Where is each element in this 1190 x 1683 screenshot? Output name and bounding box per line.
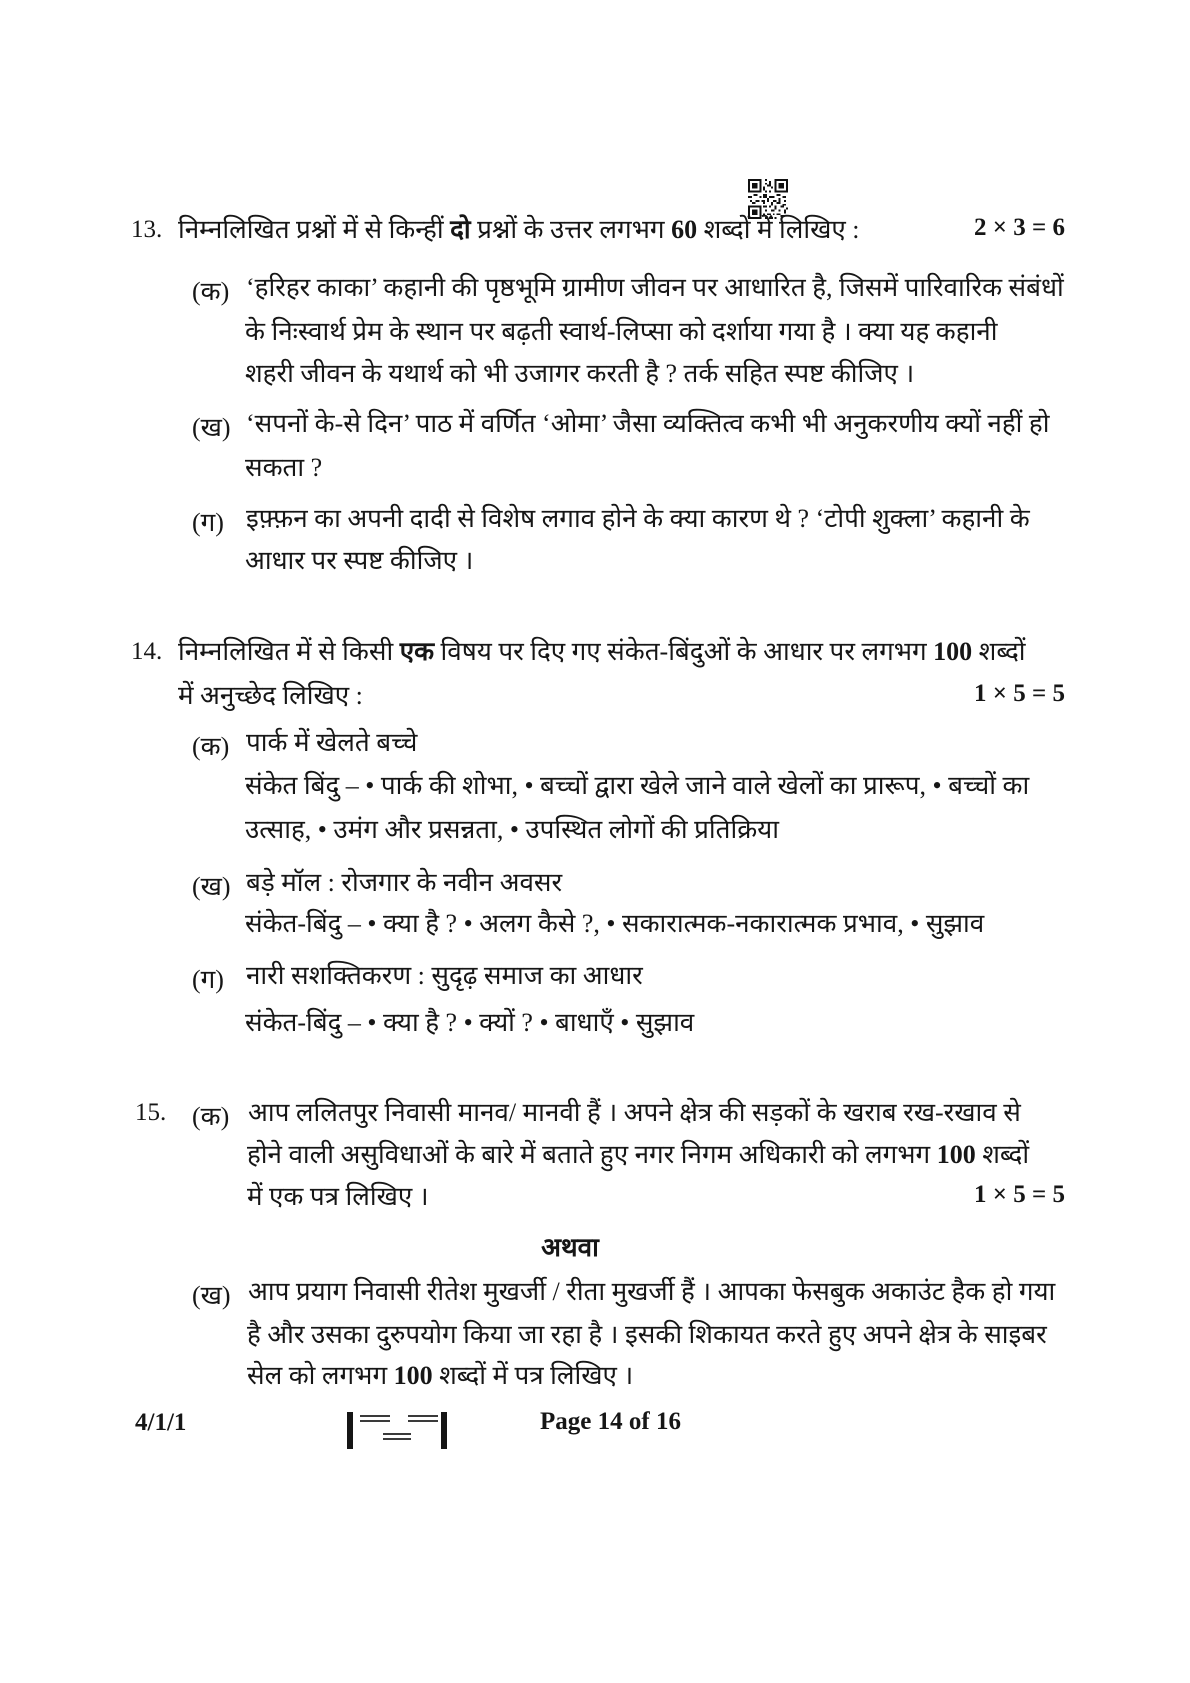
q15-sub-b-label: (ख) [192,1281,231,1310]
q14-marks: 1 × 5 = 5 [974,680,1065,707]
fold-mark-line [383,1433,411,1440]
q13-sub-a-line-1: ‘हरिहर काका’ कहानी की पृष्ठभूमि ग्रामीण जीवन पर आधारित है, जिसमें पारिवारिक संबंधों [246,273,1064,302]
q13-sub-c-line-1: इफ़्फ़न का अपनी दादी से विशेष लगाव होने के क्या कारण थे ? ‘टोपी शुक्ला’ कहानी के [246,504,1030,533]
fold-registration-mark [347,1412,447,1449]
q15-sub-b-line-1: आप प्रयाग निवासी रीतेश मुखर्जी / रीता मुखर्जी हैं । आपका फेसबुक अकाउंट हैक हो गया [248,1277,1056,1306]
fold-mark-line [360,1415,390,1422]
fold-mark-left-bar [347,1412,353,1449]
q13-sub-a-line-2: के निःस्वार्थ प्रेम के स्थान पर बढ़ती स्वार्थ-लिप्सा को दर्शाया गया है । क्या यह कहानी [245,317,998,346]
q14-intro-line-2: में अनुच्छेद लिखिए : [178,681,363,710]
q14-sub-a-title: पार्क में खेलते बच्चे [246,728,418,757]
q13-sub-c-line-2: आधार पर स्पष्ट कीजिए । [245,546,474,575]
q15-sub-b-line-2: है और उसका दुरुपयोग किया जा रहा है । इसकी शिकायत करते हुए अपने क्षेत्र के साइबर [247,1320,1047,1349]
q14-sub-c-hints-line-1: संकेत-बिंदु – • क्या है ? • क्यों ? • बाधाएँ • सुझाव [245,1008,695,1037]
q15-number: 15. [135,1099,167,1126]
q14-sub-b-title: बड़े मॉल : रोजगार के नवीन अवसर [246,868,563,897]
q13-sub-a-label: (क) [192,277,230,306]
page-number-label: Page 14 of 16 [540,1408,681,1435]
q14-sub-a-hints-line-2: उत्साह, • उमंग और प्रसन्नता, • उपस्थित लोगों की प्रतिक्रिया [245,815,779,844]
q14-sub-c-label: (ग) [192,965,224,994]
q13-sub-c-label: (ग) [192,508,224,537]
q14-number: 14. [131,638,163,665]
q14-sub-c-title: नारी सशक्तिकरण : सुदृढ़ समाज का आधार [246,961,643,990]
q14-sub-b-label: (ख) [192,872,231,901]
q13-marks: 2 × 3 = 6 [974,214,1065,241]
q13-sub-b-line-2: सकता ? [245,453,323,482]
q13-intro-text: निम्नलिखित प्रश्नों में से किन्हीं दो प्रश्नों के उत्तर लगभग 60 शब्दों में लिखिए : [178,215,860,244]
q13-sub-b-label: (ख) [192,413,231,442]
fold-mark-right-bar [441,1412,447,1449]
q15-marks: 1 × 5 = 5 [974,1181,1065,1208]
q13-sub-b-line-1: ‘सपनों के-से दिन’ पाठ में वर्णित ‘ओमा’ जैसा व्यक्तित्व कभी भी अनुकरणीय क्यों नहीं हो [246,409,1050,438]
q14-sub-b-hints-line-1: संकेत-बिंदु – • क्या है ? • अलग कैसे ?, • सकारात्मक-नकारात्मक प्रभाव, • सुझाव [245,909,985,938]
qr-code [748,179,788,219]
fold-mark-line [408,1415,438,1422]
q14-sub-a-label: (क) [192,732,230,761]
q13-sub-a-line-3: शहरी जीवन के यथार्थ को भी उजागर करती है ? तर्क सहित स्पष्ट कीजिए । [245,359,915,388]
q15-sub-a-line-3: में एक पत्र लिखिए । [247,1182,429,1211]
paper-code: 4/1/1 [135,1409,187,1436]
q15-sub-a-line-2: होने वाली असुविधाओं के बारे में बताते हुए नगर निगम अधिकारी को लगभग 100 शब्दों [247,1140,1030,1169]
q14-intro-line-1: निम्नलिखित में से किसी एक विषय पर दिए गए संकेत-बिंदुओं के आधार पर लगभग 100 शब्दों [178,637,1026,666]
or-separator: अथवा [541,1233,599,1262]
q14-sub-a-hints-line-1: संकेत बिंदु – • पार्क की शोभा, • बच्चों द्वारा खेले जाने वाले खेलों का प्रारूप, • बच्चों का [245,771,1030,800]
q13-number: 13. [131,216,163,243]
q15-sub-b-line-3: सेल को लगभग 100 शब्दों में पत्र लिखिए । [247,1361,634,1390]
q15-sub-a-label: (क) [192,1102,230,1131]
q15-sub-a-line-1: आप ललितपुर निवासी मानव/ मानवी हैं । अपने क्षेत्र की सड़कों के खराब रख-रखाव से [248,1098,1021,1127]
